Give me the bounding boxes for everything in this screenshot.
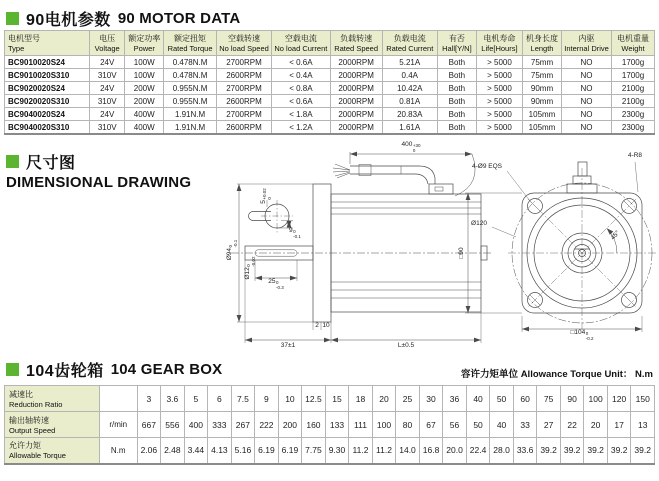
motor-cell: Both [437, 82, 476, 95]
column-header-en: No load Current [274, 44, 328, 53]
gearbox-cell: 111 [349, 412, 373, 438]
gearbox-cell: 40 [490, 412, 514, 438]
gearbox-cell: 10 [278, 386, 302, 412]
gearbox-row-label [5, 412, 100, 438]
column-header-zh: 有否 [448, 34, 465, 43]
column-header-zh: 空载转速 [228, 34, 260, 43]
gearbox-cell: 20 [372, 386, 396, 412]
column-header-zh: 内驱 [578, 34, 595, 43]
gearbox-cell: 160 [302, 412, 326, 438]
gearbox-row [5, 386, 655, 412]
motor-cell: < 0.8A [272, 82, 331, 95]
motor-cell: > 5000 [476, 69, 522, 82]
motor-data-section-title [6, 7, 240, 30]
drawing-canvas [225, 140, 659, 355]
gearbox-cell: 50 [466, 412, 490, 438]
motor-cell: 1.91N.M [164, 108, 217, 121]
gearbox-cell: 3.6 [161, 386, 185, 412]
motor-cell: 2000RPM [330, 69, 382, 82]
dim-front-length: 37±1 [280, 341, 296, 349]
motor-cell: 1.61A [382, 121, 437, 135]
motor-cell: NO [562, 56, 612, 69]
column-header-zh: 额定功率 [128, 34, 161, 43]
motor-cell: 24V [90, 108, 125, 121]
column-header-en: No load Speed [219, 44, 269, 53]
motor-cell: 200W [125, 82, 164, 95]
gearbox-cell: 40 [466, 386, 490, 412]
gearbox-row [5, 438, 655, 464]
gearbox-cell: 16.8 [419, 438, 443, 464]
column-header-zh: 机身长度 [526, 34, 559, 43]
motor-cell: > 5000 [476, 108, 522, 121]
green-square-bullet [6, 12, 19, 25]
gearbox-cell: 20.0 [443, 438, 467, 464]
motor-cell: 2000RPM [330, 95, 382, 108]
row-label-en: Reduction Ratio [9, 399, 63, 409]
column-header-en: Life[Hours] [481, 44, 518, 53]
motor-table-row [5, 121, 655, 135]
motor-cell: 0.955N.M [164, 82, 217, 95]
gearbox-cell: 3.44 [184, 438, 208, 464]
motor-cell: 100W [125, 56, 164, 69]
dimensional-drawing [225, 140, 659, 355]
motor-cell: 2000RPM [330, 82, 382, 95]
row-label-zh: 输出轴转速 [9, 415, 49, 425]
motor-column-header [382, 31, 437, 56]
motor-cell: 2000RPM [330, 108, 382, 121]
gearbox-title-zh: 104齿轮箱 [26, 363, 104, 380]
gearbox-cell: 75 [537, 386, 561, 412]
motor-table-body [5, 56, 655, 135]
gearbox-cell: 2.48 [161, 438, 185, 464]
motor-cell: NO [562, 108, 612, 121]
torque-unit-note-zh: 容许力矩单位 [461, 369, 519, 380]
motor-table-row [5, 108, 655, 121]
column-header-zh: 电机寿命 [483, 34, 516, 43]
motor-cell: < 0.6A [272, 56, 331, 69]
column-header-zh: 电机重量 [617, 34, 650, 43]
gearbox-cell: 27 [537, 412, 561, 438]
motor-table-row [5, 56, 655, 69]
motor-cell: 1.91N.M [164, 121, 217, 135]
gearbox-cell: 11.2 [349, 438, 373, 464]
column-header-en: Hall[Y/N] [442, 44, 472, 53]
motor-cell: 2600RPM [216, 95, 271, 108]
dim-corner-radius: 4-R8 [627, 151, 643, 159]
motor-cell: 0.478N.M [164, 56, 217, 69]
gearbox-cell: 15 [325, 386, 349, 412]
motor-cell: BC9020020S310 [5, 95, 90, 108]
motor-cell: NO [562, 82, 612, 95]
motor-cell: 2100g [612, 82, 655, 95]
gearbox-cell: 4.13 [208, 438, 232, 464]
motor-header-row [5, 31, 655, 56]
gearbox-cell: 556 [161, 412, 185, 438]
green-square-bullet [6, 363, 19, 376]
gearbox-cell: 18 [349, 386, 373, 412]
gearbox-cell: 67 [419, 412, 443, 438]
motor-cell: < 0.4A [272, 69, 331, 82]
motor-cell: 400W [125, 108, 164, 121]
drawing-title-en: DIMENSIONAL DRAWING [6, 174, 192, 191]
gearbox-cell: 80 [396, 412, 420, 438]
dim-square-104: □104 0 -0.2 [570, 329, 594, 341]
gearbox-cell: 33.6 [513, 438, 537, 464]
motor-cell: 2600RPM [216, 69, 271, 82]
motor-cell: 310V [90, 121, 125, 135]
gearbox-cell: 200 [278, 412, 302, 438]
dim-shaft-length: 25 0 -0.3 [268, 278, 284, 290]
row-label-zh: 减速比 [9, 389, 33, 399]
column-header-zh: 电机型号 [8, 34, 40, 43]
dim-key-width: 5 +0.02 0 [260, 188, 272, 204]
gearbox-row-label [5, 386, 100, 412]
motor-column-header [330, 31, 382, 56]
motor-table-header [5, 31, 655, 56]
gearbox-title-en: 104 GEAR BOX [110, 361, 223, 378]
column-header-zh: 电压 [99, 34, 116, 43]
motor-cell: 310V [90, 95, 125, 108]
motor-data-table [4, 30, 655, 135]
motor-cell: NO [562, 121, 612, 135]
gearbox-cell: 120 [607, 386, 631, 412]
gearbox-cell: 7.75 [302, 438, 326, 464]
motor-cell: 400W [125, 121, 164, 135]
motor-cell: 2700RPM [216, 56, 271, 69]
gearbox-cell: 20 [584, 412, 608, 438]
motor-cell: Both [437, 56, 476, 69]
gearbox-cell: 25 [396, 386, 420, 412]
dim-bolt-circle: Ø120 [471, 219, 487, 227]
motor-cell: 20.83A [382, 108, 437, 121]
motor-title-en: 90 MOTOR DATA [117, 10, 241, 27]
motor-cell: Both [437, 69, 476, 82]
motor-cell: 0.478N.M [164, 69, 217, 82]
gearbox-table-body [5, 386, 655, 464]
gearbox-cell: 11.2 [372, 438, 396, 464]
dim-body-length: L±0.5 [397, 341, 415, 349]
motor-cell: 100W [125, 69, 164, 82]
motor-cell: > 5000 [476, 82, 522, 95]
gearbox-cell: 50 [490, 386, 514, 412]
gearbox-cell: 3 [137, 386, 161, 412]
column-header-zh: 额定扭矩 [174, 34, 207, 43]
motor-cell: BC9020020S24 [5, 82, 90, 95]
dim-angle-45: 45° [609, 229, 622, 242]
column-header-en: Type [8, 44, 25, 53]
gearbox-cell: 28.0 [490, 438, 514, 464]
motor-cell: < 0.6A [272, 95, 331, 108]
gearbox-cell: 14.0 [396, 438, 420, 464]
motor-cell: 1700g [612, 56, 655, 69]
column-header-zh: 负载电流 [393, 34, 426, 43]
motor-cell: BC9040020S310 [5, 121, 90, 135]
motor-column-header [612, 31, 655, 56]
motor-cell: 24V [90, 82, 125, 95]
column-header-zh: 负载转速 [340, 34, 373, 43]
motor-cell: 0.4A [382, 69, 437, 82]
motor-cell: < 1.2A [272, 121, 331, 135]
gearbox-cell: 60 [513, 386, 537, 412]
gearbox-table [4, 385, 655, 465]
gearbox-cell: 30 [419, 386, 443, 412]
allowance-torque-unit-note [461, 366, 653, 380]
gearbox-cell: 22 [560, 412, 584, 438]
motor-cell: NO [562, 69, 612, 82]
dimensional-drawing-section-title [6, 150, 191, 191]
motor-cell: 2100g [612, 95, 655, 108]
motor-column-header [125, 31, 164, 56]
column-header-en: Voltage [94, 44, 120, 53]
gearbox-row-unit: N.m [99, 438, 137, 464]
gearbox-cell: 22.4 [466, 438, 490, 464]
gearbox-cell: 133 [325, 412, 349, 438]
motor-column-header [216, 31, 271, 56]
gearbox-cell: 222 [255, 412, 279, 438]
motor-column-header [272, 31, 331, 56]
dim-flange-thickness: 10 [322, 321, 330, 329]
motor-cell: > 5000 [476, 56, 522, 69]
motor-cell: 2000RPM [330, 56, 382, 69]
row-label-en: Allowable Torque [9, 451, 66, 461]
motor-cell: 105mm [523, 108, 562, 121]
gearbox-cell: 39.2 [584, 438, 608, 464]
motor-cell: BC9010020S24 [5, 56, 90, 69]
gearbox-cell: 7.5 [231, 386, 255, 412]
gearbox-cell: 6.19 [255, 438, 279, 464]
torque-unit-note-value: N.m [635, 369, 653, 380]
motor-cell: 2300g [612, 121, 655, 135]
gearbox-row-label [5, 438, 100, 464]
motor-cell: Both [437, 95, 476, 108]
gearbox-cell: 9.30 [325, 438, 349, 464]
motor-cell: NO [562, 95, 612, 108]
dim-step: 2 [315, 321, 319, 329]
gearbox-cell: 100 [584, 386, 608, 412]
motor-cell: 2600RPM [216, 121, 271, 135]
gearbox-cell: 39.2 [560, 438, 584, 464]
motor-cell: BC9040020S24 [5, 108, 90, 121]
motor-column-header [523, 31, 562, 56]
motor-column-header [5, 31, 90, 56]
torque-unit-note-en: Allowance Torque Unit： [520, 369, 633, 380]
motor-cell: 200W [125, 95, 164, 108]
dim-pilot-diameter: Ø94 0 -0.1 [226, 239, 238, 261]
motor-cell: 75mm [523, 69, 562, 82]
motor-column-header [562, 31, 612, 56]
motor-cell: 5.21A [382, 56, 437, 69]
column-header-en: Rated Current [386, 44, 434, 53]
motor-column-header [164, 31, 217, 56]
motor-table-row [5, 69, 655, 82]
motor-cell: BC9010020S310 [5, 69, 90, 82]
gearbox-cell: 100 [372, 412, 396, 438]
gearbox-cell: 150 [631, 386, 655, 412]
dim-mount-holes: 4-Ø9 EQS [472, 162, 502, 170]
column-header-en: Weight [621, 44, 645, 53]
gearbox-cell: 39.2 [537, 438, 561, 464]
column-header-en: Rated Torque [167, 44, 213, 53]
motor-cell: 0.81A [382, 95, 437, 108]
column-header-zh: 空载电流 [284, 34, 317, 43]
motor-cell: 1700g [612, 69, 655, 82]
motor-cell: 2300g [612, 108, 655, 121]
dim-square-90: □90 [457, 247, 465, 259]
motor-cell: 90mm [523, 82, 562, 95]
gearbox-cell: 667 [137, 412, 161, 438]
gearbox-cell: 13 [631, 412, 655, 438]
motor-cell: Both [437, 108, 476, 121]
gearbox-row-unit [99, 386, 137, 412]
dim-cable-length: 400 +30 0 [401, 141, 421, 153]
motor-cell: 310V [90, 69, 125, 82]
gearbox-cell: 400 [184, 412, 208, 438]
gearbox-cell: 39.2 [631, 438, 655, 464]
row-label-zh: 允许力矩 [9, 441, 41, 451]
motor-cell: 0.955N.M [164, 95, 217, 108]
motor-table-row [5, 95, 655, 108]
column-header-en: Length [530, 44, 554, 53]
column-header-en: Power [133, 44, 155, 53]
motor-table-row [5, 82, 655, 95]
gearbox-cell: 36 [443, 386, 467, 412]
drawing-title-zh: 尺寸图 [26, 155, 76, 172]
row-label-en: Output Speed [9, 425, 56, 435]
motor-cell: > 5000 [476, 121, 522, 135]
gearbox-section-title [6, 358, 222, 381]
green-square-bullet [6, 155, 19, 168]
column-header-en: Rated Speed [334, 44, 379, 53]
gearbox-cell: 2.06 [137, 438, 161, 464]
gearbox-cell: 5 [184, 386, 208, 412]
motor-column-header [90, 31, 125, 56]
gearbox-cell: 33 [513, 412, 537, 438]
motor-cell: 24V [90, 56, 125, 69]
gearbox-row-unit: r/min [99, 412, 137, 438]
gearbox-cell: 39.2 [607, 438, 631, 464]
motor-cell: 105mm [523, 121, 562, 135]
gearbox-cell: 9 [255, 386, 279, 412]
gearbox-cell: 5.16 [231, 438, 255, 464]
gearbox-cell: 6 [208, 386, 232, 412]
motor-cell: < 1.8A [272, 108, 331, 121]
motor-cell: 2000RPM [330, 121, 382, 135]
motor-cell: > 5000 [476, 95, 522, 108]
motor-cell: 2700RPM [216, 82, 271, 95]
motor-cell: 90mm [523, 95, 562, 108]
gearbox-cell: 90 [560, 386, 584, 412]
motor-column-header [437, 31, 476, 56]
gearbox-cell: 12.5 [302, 386, 326, 412]
motor-cell: 75mm [523, 56, 562, 69]
gearbox-cell: 17 [607, 412, 631, 438]
gearbox-cell: 56 [443, 412, 467, 438]
gearbox-cell: 333 [208, 412, 232, 438]
motor-column-header [476, 31, 522, 56]
motor-title-zh: 90电机参数 [26, 12, 111, 29]
motor-cell: 2700RPM [216, 108, 271, 121]
gearbox-cell: 6.19 [278, 438, 302, 464]
dim-key-depth: 9 0 -0.1 [289, 227, 301, 239]
column-header-en: Internal Drive [564, 44, 609, 53]
motor-cell: 10.42A [382, 82, 437, 95]
motor-cell: Both [437, 121, 476, 135]
dim-shaft-diameter: Ø12 0 -0.02 [244, 256, 256, 280]
gearbox-cell: 267 [231, 412, 255, 438]
gearbox-row [5, 412, 655, 438]
